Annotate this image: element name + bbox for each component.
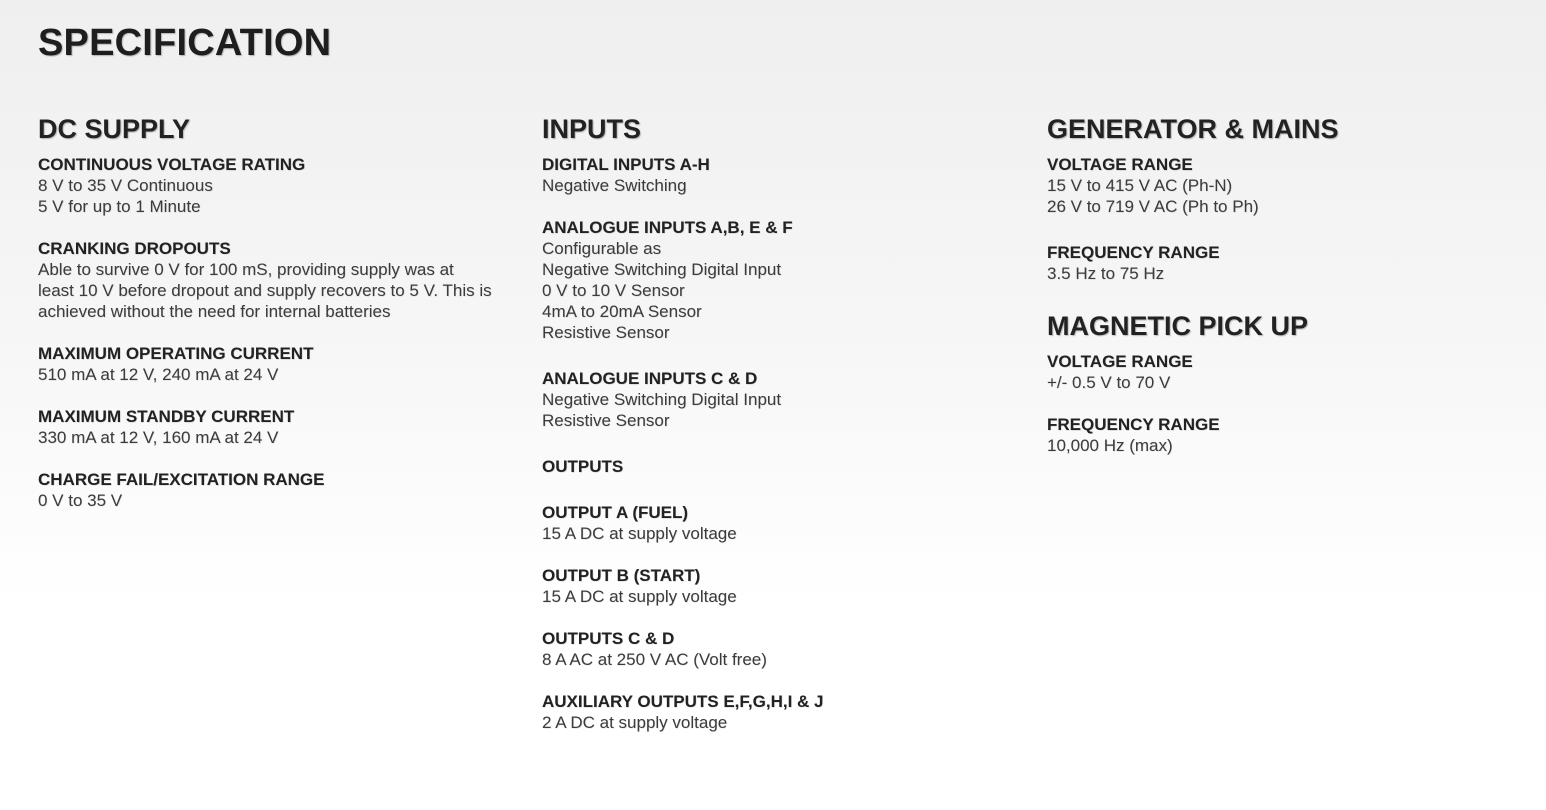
spec-label: OUTPUT B (START) [542,566,701,585]
pickup-voltage-range-spec [1047,351,1527,393]
spec-label: OUTPUTS [542,457,624,476]
spec-label: FREQUENCY RANGE [1047,243,1220,262]
spec-label: OUTPUT A (FUEL) [542,503,689,522]
spec-value: 510 mA at 12 V, 240 mA at 24 V [38,365,279,384]
spec-value: 10,000 Hz (max) [1047,436,1173,455]
spec-label: CRANKING DROPOUTS [38,239,231,258]
spec-value: 4mA to 20mA Sensor [542,302,702,321]
dc-supply-heading: DC SUPPLY [38,114,191,144]
inputs-heading: INPUTS [542,114,642,144]
auxiliary-outputs-spec [542,691,1022,733]
spec-value: Negative Switching [542,176,687,195]
spec-value: Resistive Sensor [542,411,670,430]
spec-label: AUXILIARY OUTPUTS E,F,G,H,I & J [542,692,824,711]
maximum-operating-current-spec [38,343,518,385]
dc-supply-column [38,112,518,532]
spec-value: 8 A AC at 250 V AC (Volt free) [542,650,767,669]
spec-value: Resistive Sensor [542,323,670,342]
spec-label: VOLTAGE RANGE [1047,352,1193,371]
generator-mains-heading: GENERATOR & MAINS [1047,114,1339,144]
spec-value: 15 A DC at supply voltage [542,524,737,543]
spec-value: 15 A DC at supply voltage [542,587,737,606]
spec-value: Able to survive 0 V for 100 mS, providing supply was at [38,260,454,279]
generator-voltage-range-spec [1047,154,1527,217]
page-title: SPECIFICATION [38,22,332,64]
output-b-start-spec [542,565,1022,607]
spec-label: ANALOGUE INPUTS C & D [542,369,758,388]
generator-mains-column [1047,112,1527,477]
spec-value: achieved without the need for internal batteries [38,302,391,321]
spec-value: 330 mA at 12 V, 160 mA at 24 V [38,428,279,447]
analogue-inputs-cd-spec [542,368,1022,431]
spec-value: 5 V for up to 1 Minute [38,197,201,216]
output-a-fuel-spec [542,502,1022,544]
spec-label: ANALOGUE INPUTS A,B, E & F [542,218,793,237]
continuous-voltage-rating-spec [38,154,518,217]
outputs-subheading [542,456,1022,477]
analogue-inputs-abef-spec [542,217,1022,343]
spec-value: Negative Switching Digital Input [542,390,782,409]
digital-inputs-spec [542,154,1022,196]
spec-label: DIGITAL INPUTS A-H [542,155,710,174]
spec-value: +/- 0.5 V to 70 V [1047,373,1171,392]
spec-value: 2 A DC at supply voltage [542,713,728,732]
spec-value: 3.5 Hz to 75 Hz [1047,264,1165,283]
spec-label: MAXIMUM OPERATING CURRENT [38,344,314,363]
spec-value: 0 V to 10 V Sensor [542,281,685,300]
spec-value: 26 V to 719 V AC (Ph to Ph) [1047,197,1259,216]
magnetic-pickup-heading: MAGNETIC PICK UP [1047,311,1309,341]
spec-label: OUTPUTS C & D [542,629,675,648]
charge-fail-excitation-range-spec [38,469,518,511]
spec-label: MAXIMUM STANDBY CURRENT [38,407,295,426]
spec-label: CONTINUOUS VOLTAGE RATING [38,155,306,174]
spec-label: CHARGE FAIL/EXCITATION RANGE [38,470,325,489]
outputs-cd-spec [542,628,1022,670]
cranking-dropouts-spec [38,238,518,322]
spec-value: Negative Switching Digital Input [542,260,782,279]
spec-value: Configurable as [542,239,662,258]
inputs-column [542,112,1022,754]
spec-value: 15 V to 415 V AC (Ph-N) [1047,176,1233,195]
pickup-frequency-range-spec [1047,414,1527,456]
spec-label: FREQUENCY RANGE [1047,415,1220,434]
spec-value: 8 V to 35 V Continuous [38,176,213,195]
spec-label: VOLTAGE RANGE [1047,155,1193,174]
maximum-standby-current-spec [38,406,518,448]
spec-value: 0 V to 35 V [38,491,123,510]
spec-value: least 10 V before dropout and supply recovers to 5 V. This is [38,281,492,300]
generator-frequency-range-spec [1047,242,1527,284]
